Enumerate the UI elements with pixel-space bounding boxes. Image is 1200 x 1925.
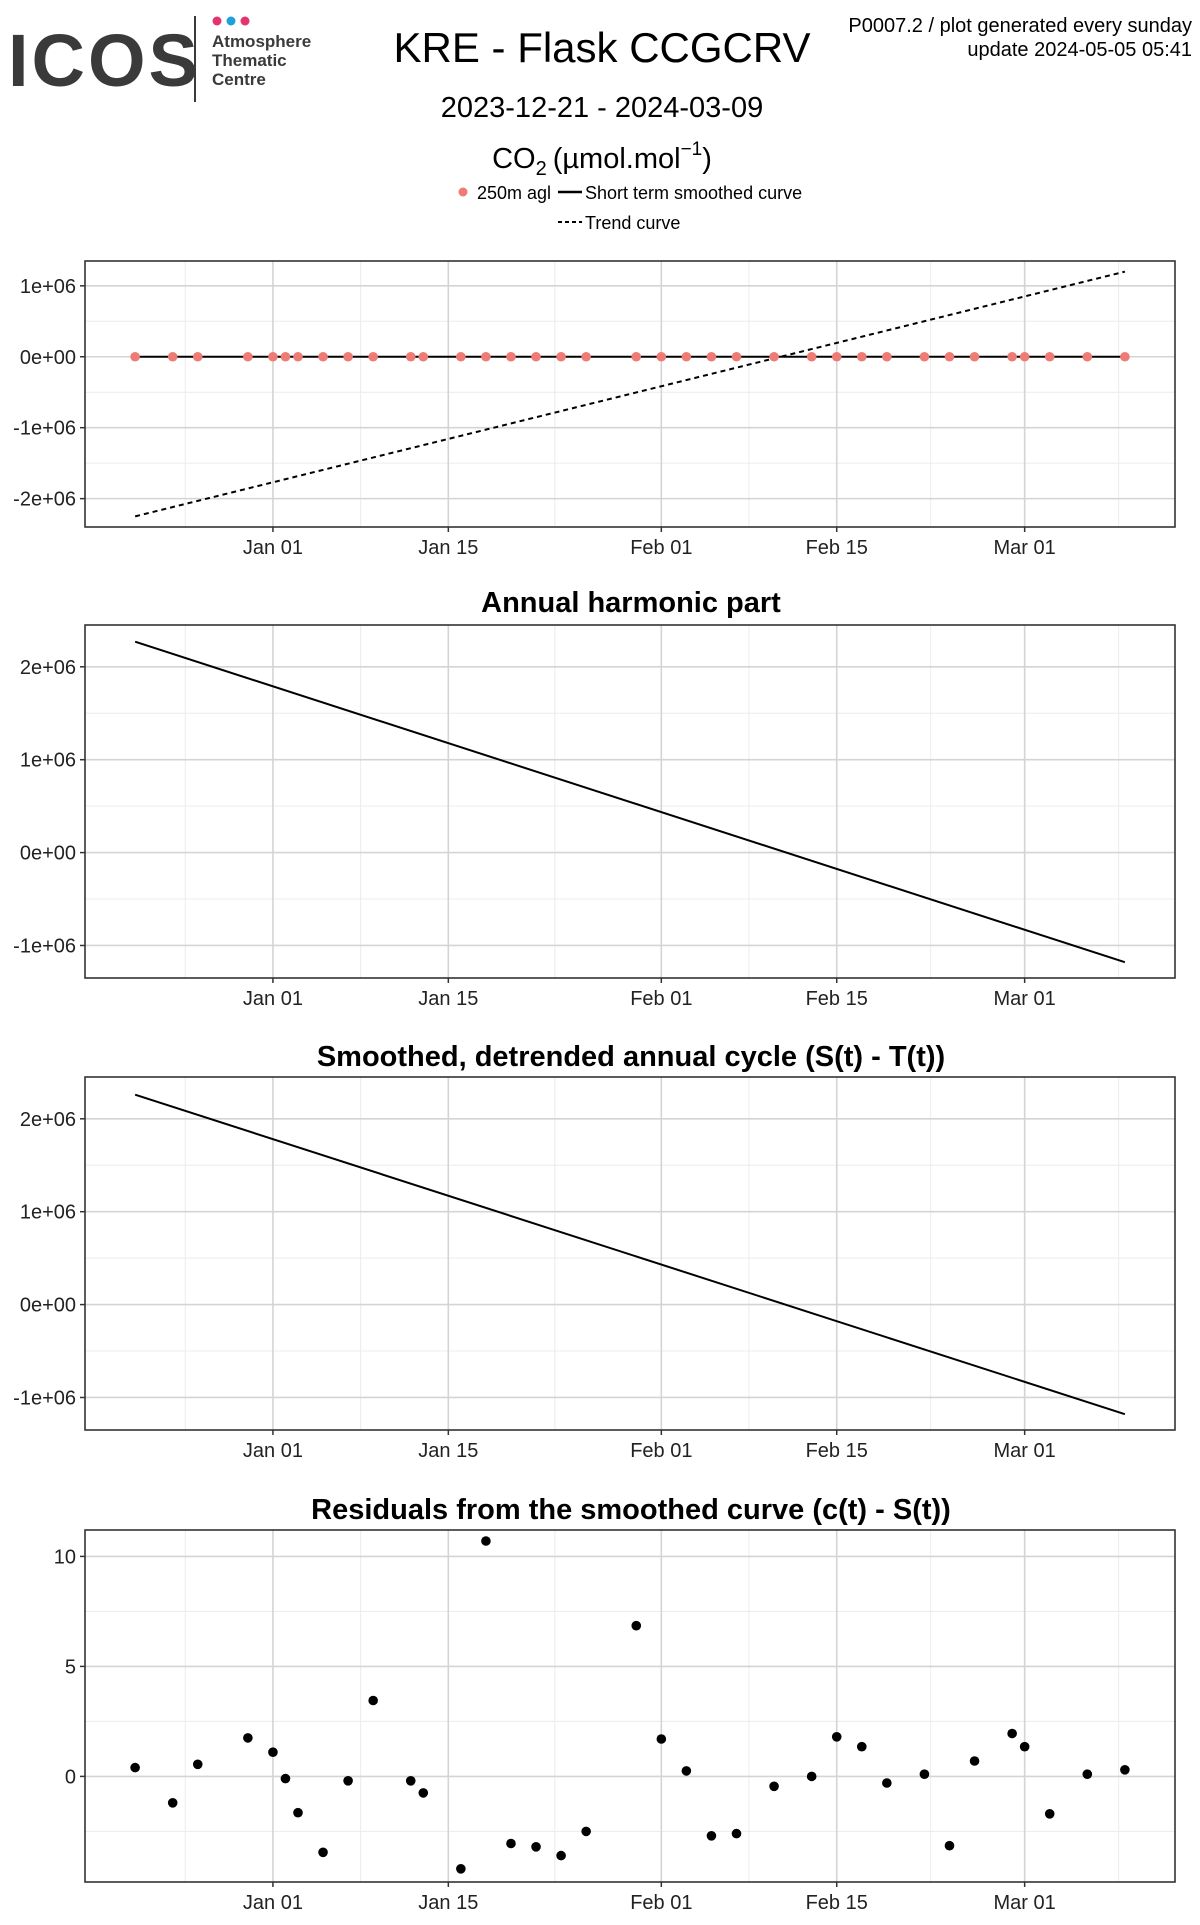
- data-point: [243, 352, 253, 362]
- logo-line-thematic: Thematic: [212, 51, 287, 70]
- x-tick-label: Jan 01: [242, 537, 303, 559]
- panel-residuals: [54, 1530, 1175, 1914]
- data-point: [243, 1733, 253, 1743]
- y-tick-label: -1e+06: [13, 1387, 76, 1410]
- panel-title-residuals: Residuals from the smoothed curve (c(t) - S(t)): [311, 1494, 951, 1526]
- x-tick-label: Feb 01: [630, 1892, 693, 1914]
- data-point: [293, 352, 303, 362]
- species-unit-open: (µmol.mol: [552, 143, 681, 175]
- data-point: [343, 352, 353, 362]
- x-tick-label: Jan 15: [418, 988, 479, 1010]
- smoothed-curve-line: [135, 1095, 1125, 1415]
- data-point: [807, 1772, 817, 1782]
- data-point: [857, 352, 867, 362]
- data-point: [168, 1798, 178, 1808]
- data-point: [506, 1839, 516, 1849]
- data-point: [970, 1756, 980, 1766]
- data-point: [368, 352, 378, 362]
- data-point: [970, 352, 980, 362]
- logo-dot-icon: [241, 17, 250, 26]
- data-point: [418, 1788, 428, 1798]
- logo-dot-icon: [213, 17, 222, 26]
- data-point: [732, 352, 742, 362]
- species-unit-close: ): [702, 143, 712, 175]
- y-tick-label: -1e+06: [13, 935, 76, 958]
- y-tick-label: 10: [53, 1546, 76, 1569]
- x-tick-label: Mar 01: [993, 1440, 1056, 1462]
- data-point: [882, 1778, 892, 1788]
- data-point: [343, 1776, 353, 1786]
- data-point: [281, 352, 291, 362]
- data-point: [130, 352, 140, 362]
- data-point: [657, 352, 667, 362]
- panel-border: [85, 261, 1175, 527]
- panel-harmonic: [13, 625, 1175, 1010]
- meta-line-2: update 2024-05-05 05:41: [967, 39, 1192, 61]
- data-point: [418, 352, 428, 362]
- data-point: [456, 1864, 466, 1874]
- panel-title-harmonic: Annual harmonic part: [481, 587, 781, 619]
- y-tick-label: -2e+06: [13, 488, 76, 511]
- legend-points-marker: [459, 188, 468, 197]
- y-tick-label: 0e+00: [19, 1294, 76, 1317]
- data-point: [807, 352, 817, 362]
- data-point: [1020, 1742, 1030, 1752]
- header: [8, 15, 1192, 180]
- data-point: [707, 352, 717, 362]
- y-tick-label: 2e+06: [19, 1108, 76, 1131]
- page-title: KRE - Flask CCGCRV: [393, 24, 811, 71]
- species-unit-exp: −1: [680, 139, 703, 160]
- trend-curve-line: [135, 272, 1125, 517]
- data-point: [1120, 352, 1130, 362]
- y-tick-label: 0: [64, 1766, 76, 1789]
- x-tick-label: Jan 15: [418, 1892, 479, 1914]
- data-point: [657, 1734, 667, 1744]
- data-point: [1082, 1769, 1092, 1779]
- y-tick-label: 1e+06: [19, 275, 76, 298]
- data-point: [1007, 352, 1017, 362]
- x-tick-label: Feb 15: [805, 537, 868, 559]
- data-point: [732, 1829, 742, 1839]
- species-subscript: 2: [535, 158, 547, 180]
- x-tick-label: Feb 01: [630, 988, 693, 1010]
- data-point: [707, 1831, 717, 1841]
- data-point: [556, 1851, 566, 1861]
- data-point: [581, 1827, 591, 1837]
- data-point: [945, 1841, 955, 1851]
- data-point: [882, 352, 892, 362]
- data-point: [1045, 352, 1055, 362]
- x-tick-label: Feb 15: [805, 988, 868, 1010]
- data-point: [193, 1760, 203, 1770]
- data-point: [506, 352, 516, 362]
- data-point: [1045, 1809, 1055, 1819]
- panel-border: [85, 1530, 1175, 1882]
- data-point: [481, 1536, 491, 1546]
- y-tick-label: 0e+00: [19, 346, 76, 369]
- data-point: [293, 1808, 303, 1818]
- data-point: [481, 352, 491, 362]
- date-range: 2023-12-21 - 2024-03-09: [440, 92, 764, 124]
- data-point: [945, 352, 955, 362]
- y-tick-label: 1e+06: [19, 749, 76, 772]
- x-tick-label: Feb 01: [630, 1440, 693, 1462]
- data-point: [268, 352, 278, 362]
- data-point: [857, 1742, 867, 1752]
- panel-co2: [13, 261, 1175, 559]
- data-point: [832, 352, 842, 362]
- data-point: [318, 352, 328, 362]
- x-tick-label: Mar 01: [993, 1892, 1056, 1914]
- data-point: [406, 1776, 416, 1786]
- legend: [459, 183, 803, 233]
- logo-dot-icon: [227, 17, 236, 26]
- data-point: [769, 1782, 779, 1792]
- y-tick-label: -1e+06: [13, 417, 76, 440]
- legend-points-label: 250m agl: [477, 183, 552, 203]
- x-tick-label: Jan 01: [242, 988, 303, 1010]
- smoothed-curve-line: [135, 642, 1125, 962]
- x-tick-label: Jan 15: [418, 1440, 479, 1462]
- x-tick-label: Feb 15: [805, 1440, 868, 1462]
- legend-smoothed-label: Short term smoothed curve: [585, 183, 803, 203]
- data-point: [406, 352, 416, 362]
- data-point: [130, 1763, 140, 1773]
- data-point: [1082, 352, 1092, 362]
- data-point: [531, 1842, 541, 1852]
- legend-trend-label: Trend curve: [585, 213, 681, 233]
- data-point: [1020, 352, 1030, 362]
- data-point: [456, 352, 466, 362]
- logo-line-centre: Centre: [212, 70, 266, 89]
- data-point: [1007, 1729, 1017, 1739]
- data-point: [318, 1848, 328, 1858]
- x-tick-label: Jan 15: [418, 537, 479, 559]
- data-point: [832, 1732, 842, 1742]
- x-tick-label: Jan 01: [242, 1892, 303, 1914]
- data-point: [769, 352, 779, 362]
- data-point: [1120, 1765, 1130, 1775]
- logo-line-atmosphere: Atmosphere: [212, 32, 312, 51]
- data-point: [631, 1621, 641, 1631]
- data-point: [281, 1774, 291, 1784]
- logo-text: ICOS: [8, 19, 201, 102]
- data-point: [168, 352, 178, 362]
- meta-line-1: P0007.2 / plot generated every sunday: [848, 15, 1192, 37]
- data-point: [581, 352, 591, 362]
- y-tick-label: 1e+06: [19, 1201, 76, 1224]
- species-name: CO: [492, 143, 536, 175]
- data-point: [920, 352, 930, 362]
- panel-detrended: [13, 1077, 1175, 1462]
- y-tick-label: 5: [64, 1656, 76, 1679]
- y-tick-label: 0e+00: [19, 842, 76, 865]
- x-tick-label: Feb 01: [630, 537, 693, 559]
- x-tick-label: Feb 15: [805, 1892, 868, 1914]
- data-point: [631, 352, 641, 362]
- x-tick-label: Jan 01: [242, 1440, 303, 1462]
- species-label: [492, 139, 712, 180]
- data-point: [920, 1769, 930, 1779]
- data-point: [268, 1747, 278, 1757]
- x-tick-label: Mar 01: [993, 988, 1056, 1010]
- data-point: [368, 1696, 378, 1706]
- panel-title-detrended: Smoothed, detrended annual cycle (S(t) - T(t)): [316, 1041, 946, 1073]
- data-point: [531, 352, 541, 362]
- data-point: [556, 352, 566, 362]
- data-point: [682, 352, 692, 362]
- data-point: [193, 352, 203, 362]
- y-tick-label: 2e+06: [19, 656, 76, 679]
- x-tick-label: Mar 01: [993, 537, 1056, 559]
- data-point: [682, 1766, 692, 1776]
